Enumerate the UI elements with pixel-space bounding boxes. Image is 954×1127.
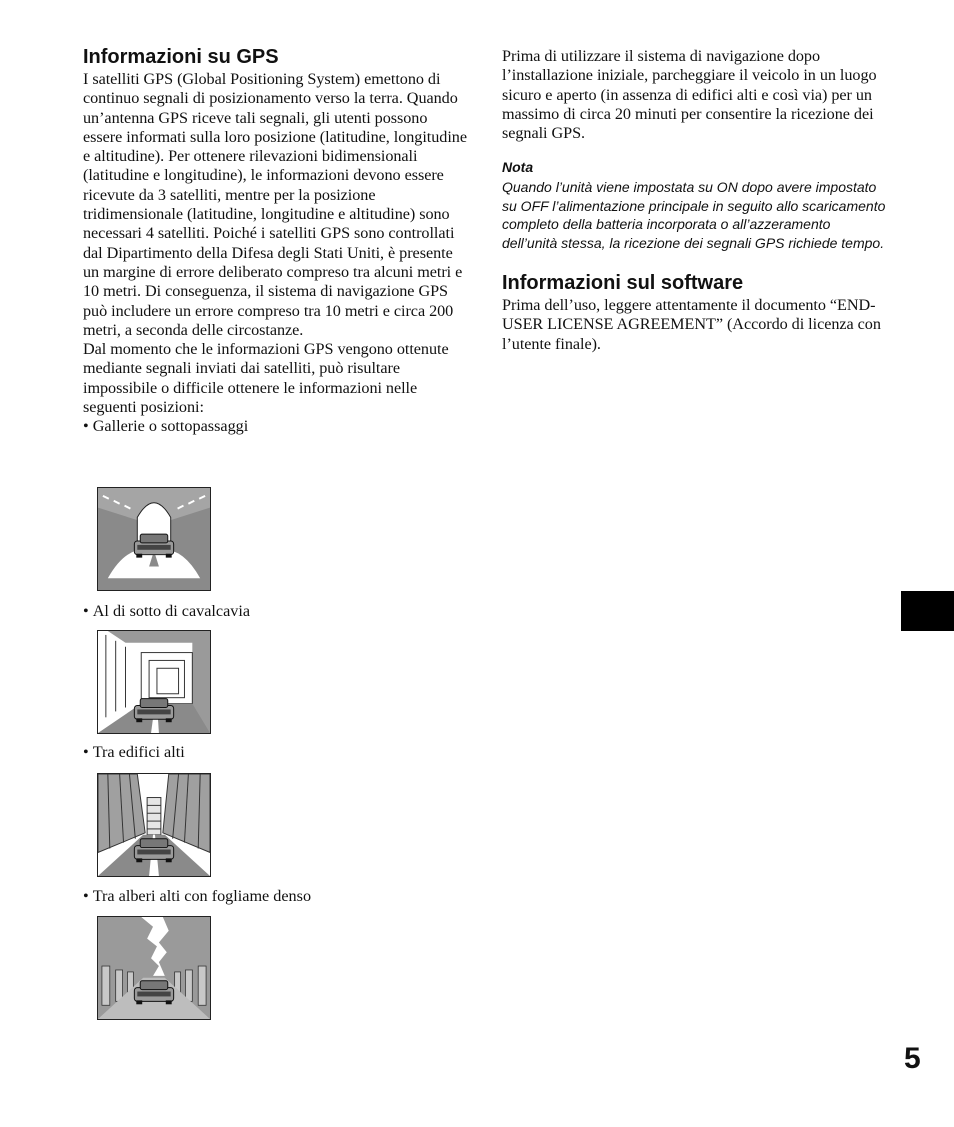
- bullet-tall-buildings: • Tra edifici alti: [83, 743, 468, 762]
- overpass-illustration: [97, 630, 211, 734]
- section-tab-marker: [901, 591, 954, 631]
- setup-paragraph: Prima di utilizzare il sistema di navigazione dopo l’installazione iniziale, parcheggiare il veicolo in un luogo sicuro e aperto (in assenza di edifici alti e così via) per un massimo di circa 20 minuti per consentire la ricezione dei segnali GPS.: [502, 47, 877, 143]
- gps-paragraph-1: I satelliti GPS (Global Positioning System) emettono di continuo segnali di posizionamento verso la terra. Quando un’antenna GPS riceve tali segnali, gli utenti possono essere informati sulla loro posizione (latitudine, longitudine e altitudine). Per ottenere rilevazioni bidimensionali (latitudine e longitudine), le informazioni devono essere ricevute da 3 satelliti, mentre per la posizione tridimensionale (latitudine, longitudine e altitudine) sono necessari 4 satelliti. Poiché i satelliti GPS sono controllati dal Dipartimento della Difesa degli Stati Uniti, è presente un margine di errore deliberato compreso tra alcuni metri e 10 metri. Di conseguenza, il sistema di navigazione GPS può includere un errore compreso tra 10 metri e circa 200 metri, a seconda delle circostanze.: [83, 70, 467, 339]
- software-paragraph: Prima dell’uso, leggere attentamente il documento “END-USER LICENSE AGREEMENT” (Accordo di licenza con l’utente finale).: [502, 296, 881, 353]
- tunnel-illustration: [97, 487, 211, 591]
- gps-paragraph-2: Dal momento che le informazioni GPS vengono ottenute mediante segnali inviati dai satelliti, può risultare impossibile o difficile ottenere le informazioni nelle seguenti posizioni:: [83, 340, 449, 417]
- software-heading: Informazioni sul software: [502, 272, 744, 295]
- gps-heading: Informazioni su GPS: [83, 46, 279, 68]
- bullet-tunnel: • Gallerie o sottopassaggi: [83, 417, 468, 436]
- page-number: 5: [904, 1042, 921, 1075]
- bullet-overpass: • Al di sotto di cavalcavia: [83, 602, 468, 621]
- note-text: Quando l’unità viene impostata su ON dopo avere impostato su OFF l’alimentazione principale in seguito allo scaricamento completo della batteria incorporata o all’azzeramento dell’unità stessa, la ricezione dei segnali GPS richiede tempo.: [502, 179, 886, 251]
- note-title: Nota: [502, 159, 534, 176]
- trees-illustration: [97, 916, 211, 1020]
- right-column: [502, 47, 887, 354]
- buildings-illustration: [97, 773, 211, 877]
- left-column: [83, 46, 468, 437]
- bullet-tall-trees: • Tra alberi alti con fogliame denso: [83, 887, 468, 906]
